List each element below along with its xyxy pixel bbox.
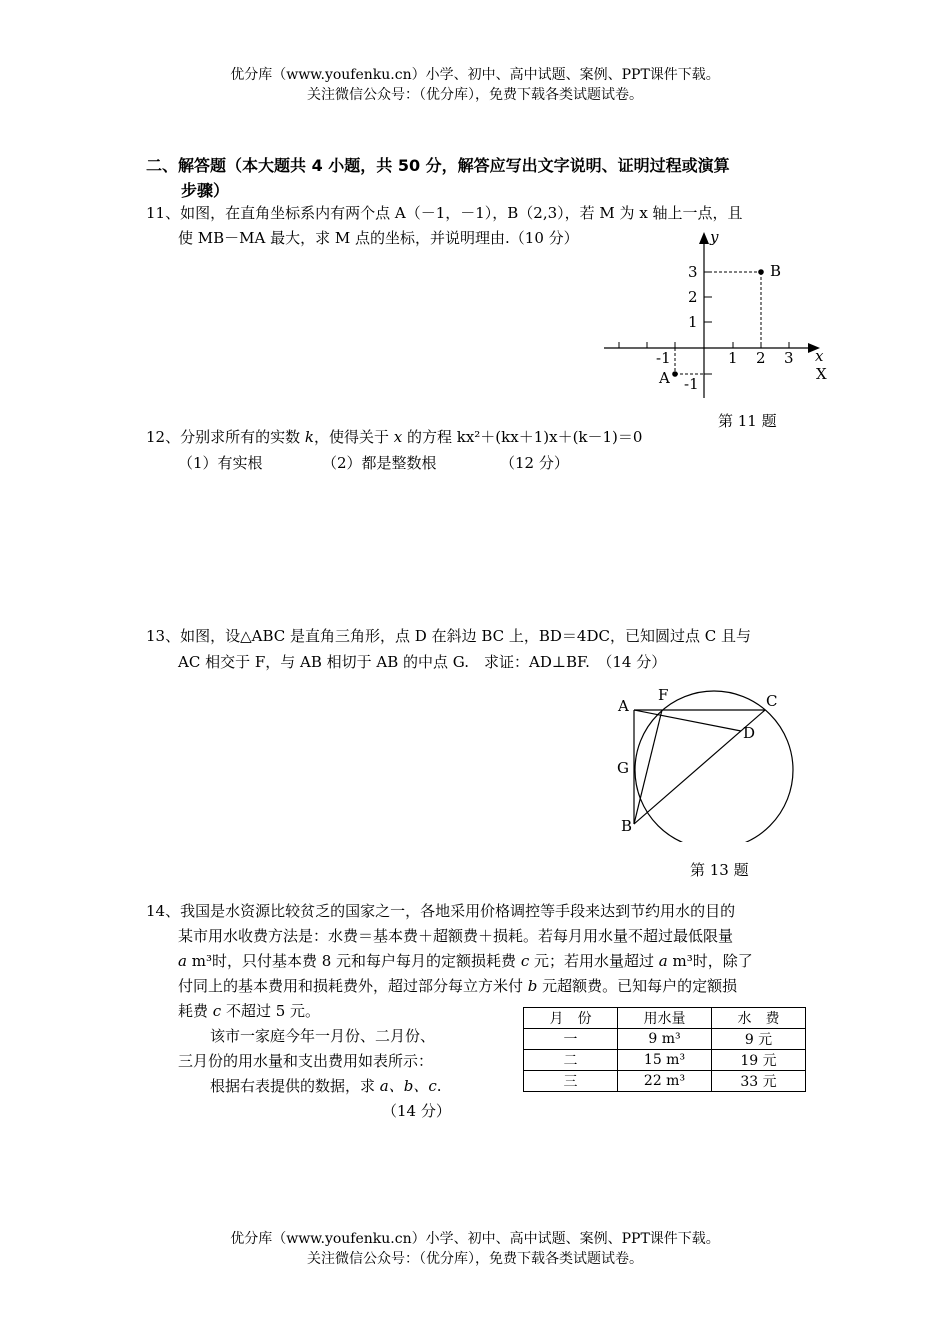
q12-text-c: 的方程 [402, 428, 457, 446]
q14-var-a-1: a [178, 952, 187, 970]
table-cell: 一 [524, 1029, 618, 1050]
q14-line-4-c: 元超额费。已知每户的定额损 [537, 977, 738, 995]
q14-para3-suffix: . [436, 1077, 442, 1095]
q14-var-c-1: c [520, 952, 530, 970]
x-tick-label-neg1: -1 [656, 349, 671, 367]
table-row [524, 1071, 806, 1092]
segment-ad [634, 710, 741, 731]
q14-line-5-c: 不超过 5 元。 [221, 1002, 321, 1020]
table-row [524, 1029, 806, 1050]
q12-var-x: x [393, 428, 403, 446]
table-cell: 二 [524, 1050, 618, 1071]
q14-para3-prefix: 根据右表提供的数据，求 [210, 1077, 380, 1095]
q11-coordinate-figure [598, 226, 838, 406]
y-tick-label-3: 3 [688, 263, 698, 281]
q12-line-1 [146, 426, 642, 447]
x-tick-label-2: 2 [756, 349, 766, 367]
label-a: A [618, 697, 629, 715]
water-fee-table [523, 1007, 806, 1092]
table-cell: 9 元 [712, 1029, 806, 1050]
q12-text-a: 12、分别求所有的实数 [146, 428, 305, 446]
q13-caption: 第 13 题 [690, 861, 749, 879]
table-cell: 33 元 [712, 1071, 806, 1092]
q12-part-2: （2）都是整数根 [322, 454, 437, 472]
y-axis-arrow-icon [699, 232, 709, 244]
y-axis-label: y [710, 228, 719, 246]
table-cell: 三 [524, 1071, 618, 1092]
q14-para2-line-1: 该市一家庭今年一月份、二月份、 [210, 1027, 436, 1045]
y-tick-label-2: 2 [688, 288, 698, 306]
circle [635, 691, 793, 842]
table-header-usage: 用水量 [618, 1008, 712, 1029]
q14-line-3-d: 元；若用水量超过 [529, 952, 659, 970]
q14-var-a-2: a [658, 952, 668, 970]
q14-line-3-b: m³时，只付基本费 8 元和每户每月的定额损耗费 [186, 952, 521, 970]
q12-text-b: ，使得关于 [313, 428, 394, 446]
table-cell: 15 m³ [618, 1050, 712, 1071]
x-letter-label: X [816, 365, 827, 383]
label-b: B [621, 817, 633, 835]
q14-line-1: 14、我国是水资源比较贫乏的国家之一，各地采用价格调控等手段来达到节约用水的目的 [146, 902, 736, 920]
q14-var-b: b [527, 977, 538, 995]
table-cell: 9 m³ [618, 1029, 712, 1050]
point-b-dot [758, 269, 764, 275]
table-row [524, 1050, 806, 1071]
y-tick-label-neg1: -1 [684, 375, 699, 393]
q14-line-5 [178, 1000, 320, 1021]
q14-para2-line-2: 三月份的用水量和支出费用如表所示： [178, 1052, 434, 1070]
header-line-2: 关注微信公众号：（优分库），免费下载各类试题试卷。 [307, 87, 643, 103]
label-c: C [766, 692, 778, 710]
q12-equation: kx²＋(kx＋1)x＋(k－1)＝0 [456, 428, 643, 446]
q12-var-k: k [304, 428, 314, 446]
q13-triangle-circle-figure [610, 682, 810, 842]
q14-line-4-a: 付同上的基本费用和损耗费外，超过部分每立方米付 [178, 977, 528, 995]
footer-line-1: 优分库（www.youfenku.cn）小学、初中、高中试题、案例、PPT课件下载。 [230, 1231, 720, 1247]
q13-line-2: AC 相交于 F，与 AB 相切于 AB 的中点 G. 求证：AD⊥BF. （14 分） [178, 653, 667, 671]
q14-para3-vars: a、b、c [379, 1077, 437, 1095]
q12-part-1: （1）有实根 [178, 454, 263, 472]
point-a-dot [672, 371, 678, 377]
footer-line-2: 关注微信公众号：（优分库），免费下载各类试题试卷。 [307, 1251, 643, 1267]
q14-line-5-a: 耗费 [178, 1002, 213, 1020]
q11-caption: 第 11 题 [718, 412, 777, 430]
q14-score: （14 分） [382, 1102, 451, 1120]
point-b-label: B [770, 262, 782, 280]
table-header-month: 月 份 [524, 1008, 618, 1029]
q14-line-3-f: m³时，除了 [667, 952, 753, 970]
q11-line-1: 11、如图，在直角坐标系内有两个点 A（－1，－1），B（2,3），若 M 为 x 轴上一点，且 [146, 204, 743, 222]
q13-line-1: 13、如图，设△ABC 是直角三角形，点 D 在斜边 BC 上，BD＝4DC，已知圆过点 C 且与 [146, 627, 751, 645]
table-cell: 19 元 [712, 1050, 806, 1071]
label-d: D [743, 724, 756, 742]
q14-var-c-2: c [212, 1002, 222, 1020]
q14-line-2: 某市用水收费方法是：水费＝基本费＋超额费＋损耗。若每月用水量不超过最低限量 [178, 927, 734, 945]
x-tick-label-1: 1 [728, 349, 738, 367]
label-f: F [658, 686, 669, 704]
section-title: 二、解答题（本大题共 4 小题，共 50 分，解答应写出文字说明、证明过程或演算 [146, 156, 730, 175]
point-a-label: A [659, 369, 670, 387]
q11-line-2: 使 MB－MA 最大，求 M 点的坐标，并说明理由.（10 分） [178, 229, 579, 247]
table-header-row [524, 1008, 806, 1029]
x-axis-label: x [815, 347, 824, 365]
header-line-1: 优分库（www.youfenku.cn）小学、初中、高中试题、案例、PPT课件下载。 [230, 67, 720, 83]
label-g: G [617, 759, 629, 777]
section-title-cont: 步骤） [181, 181, 230, 200]
q12-score: （12 分） [500, 454, 569, 472]
x-tick-label-3: 3 [784, 349, 794, 367]
y-tick-label-1: 1 [688, 313, 698, 331]
q14-para3 [210, 1075, 442, 1096]
table-cell: 22 m³ [618, 1071, 712, 1092]
q14-line-4 [178, 975, 737, 996]
q14-line-3 [178, 950, 753, 971]
table-header-fee: 水 费 [712, 1008, 806, 1029]
